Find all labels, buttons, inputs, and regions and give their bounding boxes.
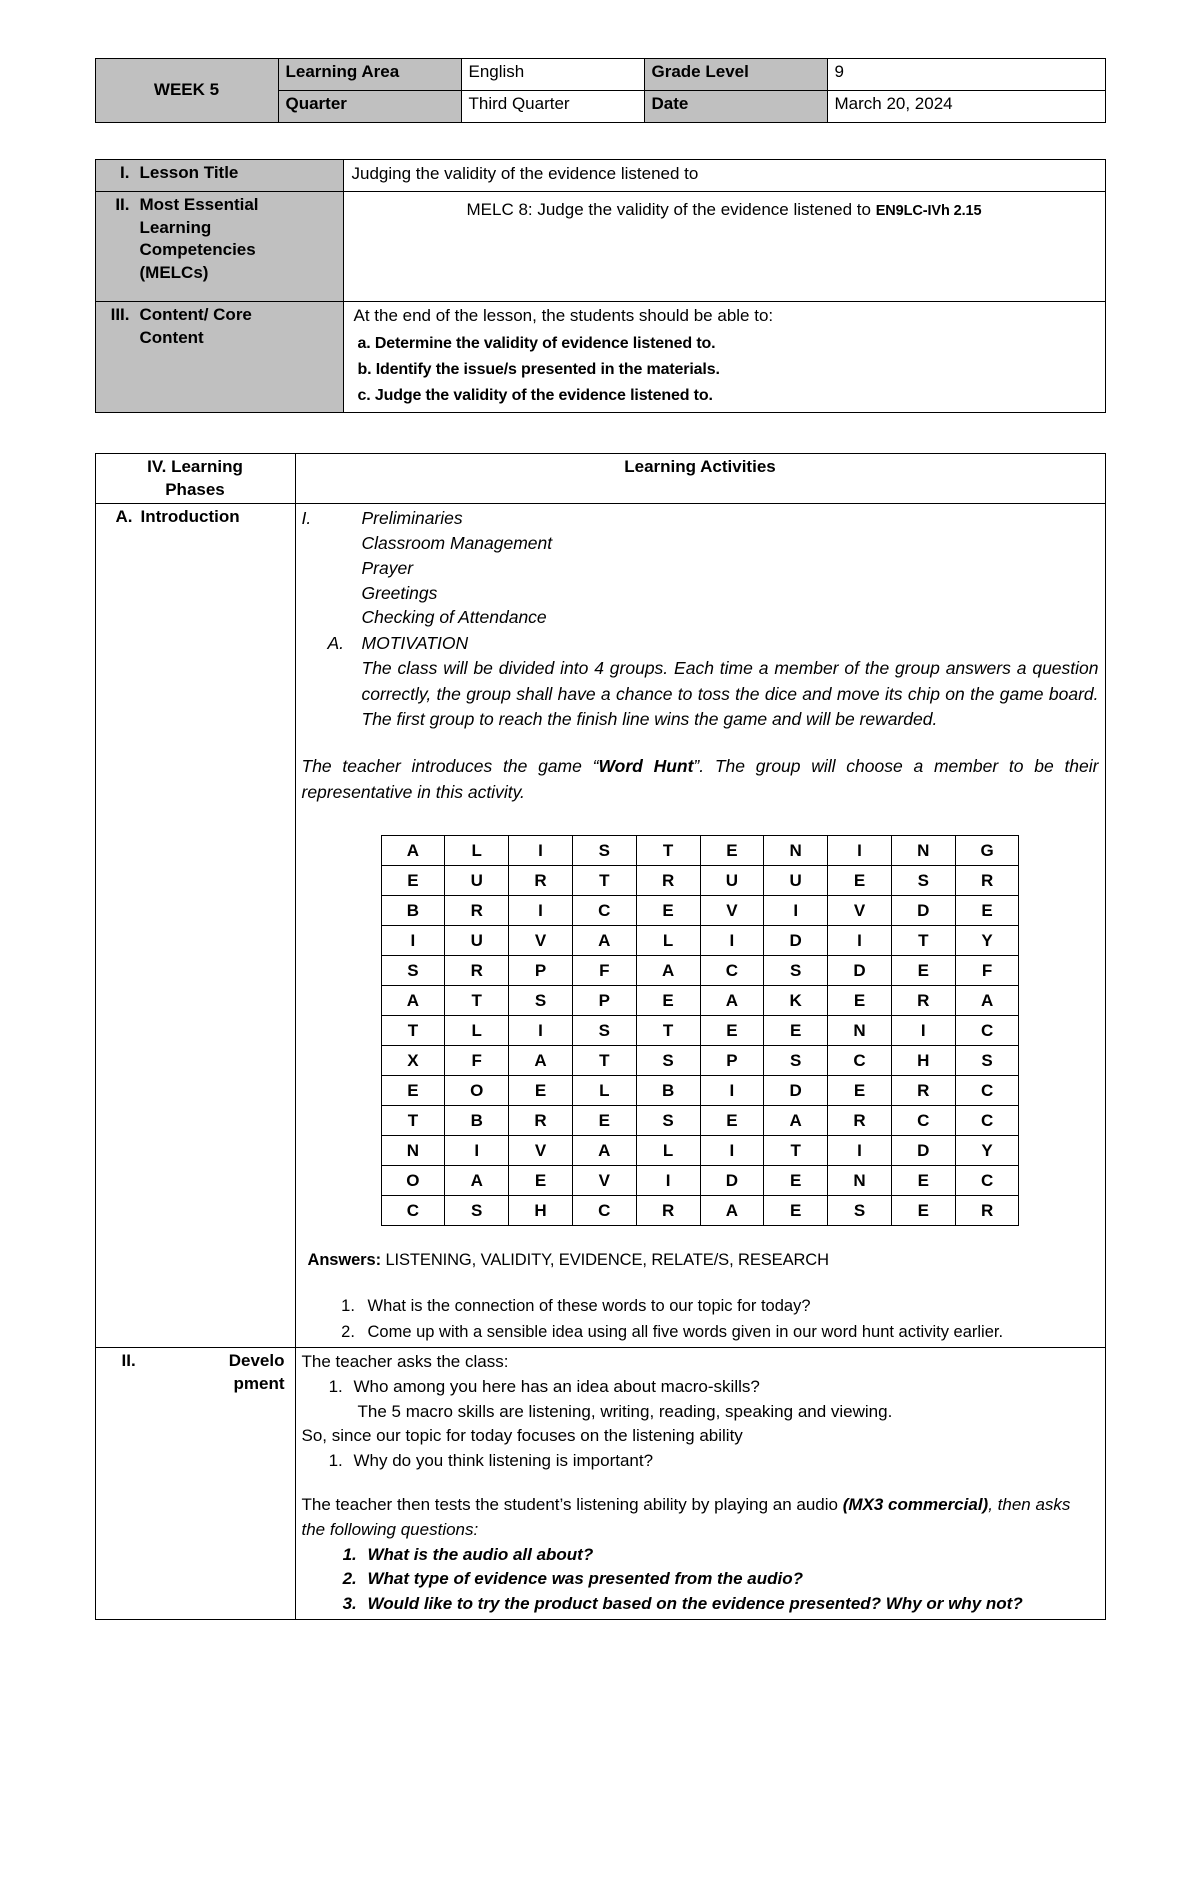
date-label: Date	[644, 91, 827, 123]
preliminary-item: Greetings	[361, 582, 438, 603]
word-grid-cell: E	[891, 1166, 955, 1196]
word-grid-cell: T	[764, 1136, 828, 1166]
wordhunt-game-name: Word Hunt	[598, 756, 694, 777]
word-grid-cell: D	[828, 956, 892, 986]
phase-development-number: II.	[121, 1351, 136, 1371]
word-grid-cell: S	[955, 1046, 1019, 1076]
preliminary-item: Prayer	[361, 557, 414, 578]
macro-skills-line: The 5 macro skills are listening, writing, reading, speaking and viewing.	[357, 1401, 893, 1421]
melc-label-line-3: Competencies	[139, 240, 256, 260]
word-grid-cell: E	[700, 1106, 764, 1136]
word-grid-cell: D	[700, 1166, 764, 1196]
melc-statement: MELC 8: Judge the validity of the evidence listened to	[466, 200, 871, 220]
word-grid-cell: E	[509, 1076, 573, 1106]
objective-item: a. Determine the validity of evidence listened to.	[357, 334, 716, 352]
word-grid-cell: T	[572, 866, 636, 896]
word-grid-cell: S	[764, 956, 828, 986]
word-grid-cell: P	[572, 986, 636, 1016]
lesson-plan-document	[0, 58, 1200, 1893]
word-grid-cell: D	[764, 926, 828, 956]
table-row	[95, 59, 1105, 91]
word-grid-cell: C	[381, 1196, 445, 1226]
word-grid-row	[381, 1016, 1019, 1046]
word-grid-cell: S	[891, 866, 955, 896]
word-grid-cell: O	[445, 1076, 509, 1106]
word-grid-cell: U	[445, 926, 509, 956]
word-grid-cell: R	[891, 986, 955, 1016]
word-grid-cell: I	[509, 896, 573, 926]
word-grid-cell: P	[700, 1046, 764, 1076]
word-grid-cell: F	[955, 956, 1019, 986]
word-grid-cell: E	[764, 1196, 828, 1226]
word-hunt-grid-wrapper	[302, 835, 1099, 1226]
word-grid-cell: C	[955, 1166, 1019, 1196]
word-grid-cell: X	[381, 1046, 445, 1076]
phase-development-label-line-1: Develo	[228, 1351, 285, 1371]
word-grid-cell: T	[572, 1046, 636, 1076]
word-grid-cell: H	[509, 1196, 573, 1226]
word-grid-cell: V	[572, 1166, 636, 1196]
word-grid-cell: Y	[955, 926, 1019, 956]
word-grid-cell: B	[636, 1076, 700, 1106]
lesson-title-label-cell	[95, 160, 343, 192]
phase-development-label-line-2: pment	[233, 1373, 285, 1393]
word-grid-cell: C	[955, 1106, 1019, 1136]
word-grid-cell: N	[381, 1136, 445, 1166]
table-row-melc	[95, 192, 1105, 302]
word-grid-cell: U	[764, 866, 828, 896]
word-grid-cell: I	[381, 926, 445, 956]
word-hunt-grid	[381, 835, 1020, 1226]
word-grid-cell: F	[572, 956, 636, 986]
grade-level-label: Grade Level	[644, 59, 827, 91]
word-grid-cell: E	[828, 1076, 892, 1106]
word-grid-cell: B	[445, 1106, 509, 1136]
wordhunt-intro-part-a: The teacher introduces the game “	[301, 756, 599, 777]
content-number: III.	[110, 305, 130, 325]
motivation-title: MOTIVATION	[361, 633, 469, 654]
development-intro-line: The teacher asks the class:	[301, 1352, 509, 1372]
word-grid-cell: L	[445, 836, 509, 866]
word-grid-cell: A	[636, 956, 700, 986]
learning-activities-table	[95, 453, 1106, 1619]
topic-focus-line: So, since our topic for today focuses on the listening ability	[301, 1426, 743, 1446]
audio-question-list	[302, 1543, 1099, 1617]
word-grid-cell: I	[828, 836, 892, 866]
word-grid-cell: A	[381, 986, 445, 1016]
content-value-cell	[343, 302, 1105, 413]
word-grid-cell: E	[572, 1106, 636, 1136]
word-grid-cell: C	[700, 956, 764, 986]
preliminaries-block	[302, 506, 1099, 656]
date-value: March 20, 2024	[827, 91, 1105, 123]
list-item: 1. Who among you here has an idea about macro-skills?	[348, 1375, 1099, 1400]
quarter-label: Quarter	[278, 91, 461, 123]
development-question-list-1	[302, 1375, 1099, 1400]
learning-phases-header	[95, 454, 295, 504]
list-item: 2. What type of evidence was presented from the audio?	[362, 1567, 1099, 1592]
objective-item: b. Identify the issue/s presented in the materials.	[357, 360, 720, 378]
word-grid-cell: S	[764, 1046, 828, 1076]
wordhunt-intro-part-b: ”. The group will choose a member to be their representative in this activity.	[301, 756, 1099, 802]
table-row-content	[95, 302, 1105, 413]
table-row-lesson-title	[95, 160, 1105, 192]
word-grid-cell: H	[891, 1046, 955, 1076]
content-label-cell	[95, 302, 343, 413]
word-grid-cell: I	[509, 1016, 573, 1046]
word-grid-cell: I	[636, 1166, 700, 1196]
word-grid-cell: A	[509, 1046, 573, 1076]
table-row-development	[95, 1348, 1105, 1619]
word-grid-cell: Y	[955, 1136, 1019, 1166]
word-grid-cell: E	[955, 896, 1019, 926]
list-item: 1. What is the audio all about?	[362, 1543, 1099, 1568]
word-grid-cell: A	[381, 836, 445, 866]
word-grid-row	[381, 836, 1019, 866]
word-grid-cell: I	[700, 926, 764, 956]
word-grid-cell: T	[381, 1016, 445, 1046]
lesson-title-label: Lesson Title	[139, 163, 239, 182]
learning-area-value: English	[461, 59, 644, 91]
word-grid-cell: I	[700, 1076, 764, 1106]
word-grid-cell: N	[891, 836, 955, 866]
word-grid-cell: E	[636, 896, 700, 926]
word-grid-cell: A	[955, 986, 1019, 1016]
table-row-activities-header	[95, 454, 1105, 504]
word-grid-row	[381, 1076, 1019, 1106]
word-grid-cell: L	[445, 1016, 509, 1046]
word-grid-cell: V	[828, 896, 892, 926]
word-grid-cell: S	[828, 1196, 892, 1226]
word-grid-cell: E	[828, 986, 892, 1016]
word-grid-cell: B	[381, 896, 445, 926]
word-grid-cell: S	[445, 1196, 509, 1226]
word-grid-cell: T	[891, 926, 955, 956]
word-grid-cell: S	[572, 1016, 636, 1046]
answers-value: LISTENING, VALIDITY, EVIDENCE, RELATE/S, RESEARCH	[380, 1251, 829, 1270]
word-grid-cell: S	[509, 986, 573, 1016]
word-grid-cell: A	[700, 986, 764, 1016]
word-grid-cell: A	[764, 1106, 828, 1136]
word-grid-cell: C	[572, 896, 636, 926]
audio-intro-paragraph	[302, 1493, 1099, 1542]
melc-label-line-2: Learning	[139, 217, 212, 237]
word-grid-cell: S	[636, 1046, 700, 1076]
table-row-introduction	[95, 504, 1105, 1348]
melc-value-cell	[343, 192, 1105, 302]
word-grid-cell: V	[509, 1136, 573, 1166]
word-grid-cell: E	[764, 1016, 828, 1046]
word-grid-cell: A	[445, 1166, 509, 1196]
word-grid-row	[381, 866, 1019, 896]
word-grid-cell: C	[955, 1076, 1019, 1106]
content-label	[140, 304, 337, 349]
word-grid-row	[381, 986, 1019, 1016]
melc-label-line-4: (MELCs)	[139, 262, 209, 282]
list-item: 1. Why do you think listening is important?	[348, 1449, 1099, 1474]
word-grid-cell: C	[572, 1196, 636, 1226]
word-grid-cell: D	[891, 1136, 955, 1166]
word-grid-cell: C	[828, 1046, 892, 1076]
word-grid-cell: R	[828, 1106, 892, 1136]
word-grid-cell: A	[572, 1136, 636, 1166]
word-grid-row	[381, 1046, 1019, 1076]
word-grid-cell: U	[445, 866, 509, 896]
word-grid-cell: R	[636, 866, 700, 896]
word-grid-cell: R	[891, 1076, 955, 1106]
learning-area-label: Learning Area	[278, 59, 461, 91]
development-activities-cell	[295, 1348, 1105, 1619]
word-grid-cell: R	[445, 956, 509, 986]
lesson-info-table	[95, 159, 1106, 413]
word-grid-cell: R	[955, 866, 1019, 896]
word-grid-row	[381, 1136, 1019, 1166]
word-grid-cell: E	[700, 1016, 764, 1046]
word-grid-cell: R	[636, 1196, 700, 1226]
word-grid-cell: I	[764, 896, 828, 926]
header-info-table	[95, 58, 1106, 123]
word-grid-cell: E	[636, 986, 700, 1016]
word-grid-cell: I	[891, 1016, 955, 1046]
word-grid-cell: K	[764, 986, 828, 1016]
word-grid-row	[381, 1166, 1019, 1196]
word-grid-cell: A	[700, 1196, 764, 1226]
phase-introduction-label: Introduction	[140, 507, 240, 527]
word-grid-cell: A	[572, 926, 636, 956]
phase-introduction-cell	[95, 504, 295, 1348]
word-grid-cell: E	[828, 866, 892, 896]
word-grid-cell: E	[764, 1166, 828, 1196]
audio-intro-part-c: , then asks the following questions:	[301, 1495, 1071, 1540]
list-item: 1. What is the connection of these words to our topic for today?	[360, 1294, 1099, 1319]
word-grid-cell: C	[891, 1106, 955, 1136]
word-grid-cell: E	[891, 1196, 955, 1226]
lesson-title-value: Judging the validity of the evidence listened to	[343, 160, 1105, 192]
list-item: 3. Would like to try the product based on the evidence presented? Why or why not?	[362, 1592, 1099, 1617]
phase-development-cell	[95, 1348, 295, 1619]
word-grid-cell: D	[764, 1076, 828, 1106]
word-grid-row	[381, 926, 1019, 956]
motivation-number: A.	[327, 633, 345, 654]
learning-phases-header-line-2: Phases	[165, 479, 225, 499]
word-grid-cell: E	[381, 1076, 445, 1106]
word-grid-cell: R	[509, 1106, 573, 1136]
phase-introduction-number: A.	[115, 507, 133, 527]
wordhunt-question-list	[302, 1294, 1099, 1345]
melc-code: EN9LC-IVh 2.15	[875, 203, 982, 220]
word-grid-cell: I	[445, 1136, 509, 1166]
melc-label	[140, 194, 337, 284]
word-grid-cell: E	[381, 866, 445, 896]
word-grid-cell: I	[700, 1136, 764, 1166]
learning-phases-header-line-1: IV. Learning	[147, 457, 243, 477]
word-grid-cell: E	[700, 836, 764, 866]
word-grid-cell: P	[509, 956, 573, 986]
word-grid-cell: G	[955, 836, 1019, 866]
word-grid-cell: T	[636, 836, 700, 866]
word-grid-cell: R	[445, 896, 509, 926]
melc-label-cell	[95, 192, 343, 302]
word-grid-cell: V	[509, 926, 573, 956]
word-grid-cell: N	[828, 1016, 892, 1046]
melc-label-line-1: Most Essential	[139, 195, 259, 215]
answers-label: Answers:	[307, 1251, 381, 1270]
motivation-paragraph: The class will be divided into 4 groups. Each time a member of the group answers a question correctly, the group shall have a chance to toss the dice and move its chip on the game board. The first group to reach the finish line wins the game and will be rewarded.	[361, 658, 1099, 729]
word-grid-cell: S	[381, 956, 445, 986]
word-grid-cell: U	[700, 866, 764, 896]
introduction-activities-cell	[295, 504, 1105, 1348]
phase-development-label	[144, 1350, 289, 1395]
audio-source-name: (MX3 commercial)	[842, 1495, 989, 1515]
content-label-line-1: Content/ Core	[139, 305, 252, 325]
objective-item: c. Judge the validity of the evidence listened to.	[357, 387, 713, 405]
word-grid-cell: V	[700, 896, 764, 926]
word-grid-cell: T	[381, 1106, 445, 1136]
week-cell: WEEK 5	[95, 59, 278, 123]
word-grid-row	[381, 956, 1019, 986]
word-grid-cell: S	[636, 1106, 700, 1136]
word-grid-cell: L	[572, 1076, 636, 1106]
word-grid-cell: O	[381, 1166, 445, 1196]
word-grid-cell: D	[891, 896, 955, 926]
lesson-title-number: I.	[120, 163, 130, 182]
word-grid-cell: I	[828, 926, 892, 956]
word-grid-cell: T	[445, 986, 509, 1016]
word-grid-cell: F	[445, 1046, 509, 1076]
word-hunt-answers	[302, 1250, 1099, 1272]
wordhunt-intro-paragraph	[302, 754, 1099, 805]
list-item: 2. Come up with a sensible idea using all five words given in our word hunt activity earlier.	[360, 1320, 1099, 1345]
word-grid-cell: L	[636, 926, 700, 956]
grade-level-value: 9	[827, 59, 1105, 91]
preliminaries-title: Preliminaries	[361, 508, 463, 529]
melc-number: II.	[115, 195, 130, 215]
word-grid-cell: I	[509, 836, 573, 866]
objectives-intro: At the end of the lesson, the students should be able to:	[353, 306, 774, 326]
word-grid-cell: T	[636, 1016, 700, 1046]
word-grid-cell: S	[572, 836, 636, 866]
preliminary-item: Classroom Management	[361, 532, 553, 553]
audio-intro-part-a: The teacher then tests the student’s listening ability by playing an audio	[301, 1495, 843, 1515]
preliminary-item: Checking of Attendance	[361, 607, 547, 628]
quarter-value: Third Quarter	[461, 91, 644, 123]
word-grid-row	[381, 1106, 1019, 1136]
word-grid-cell: R	[955, 1196, 1019, 1226]
word-grid-cell: C	[955, 1016, 1019, 1046]
word-grid-cell: I	[828, 1136, 892, 1166]
word-grid-cell: L	[636, 1136, 700, 1166]
content-label-line-2: Content	[139, 327, 204, 347]
learning-activities-header: Learning Activities	[295, 454, 1105, 504]
word-grid-row	[381, 1196, 1019, 1226]
development-question-list-2	[302, 1449, 1099, 1474]
preliminaries-number: I.	[301, 508, 312, 529]
word-grid-cell: N	[828, 1166, 892, 1196]
word-grid-cell: E	[509, 1166, 573, 1196]
word-grid-cell: E	[891, 956, 955, 986]
word-grid-row	[381, 896, 1019, 926]
word-grid-cell: N	[764, 836, 828, 866]
word-grid-cell: R	[509, 866, 573, 896]
